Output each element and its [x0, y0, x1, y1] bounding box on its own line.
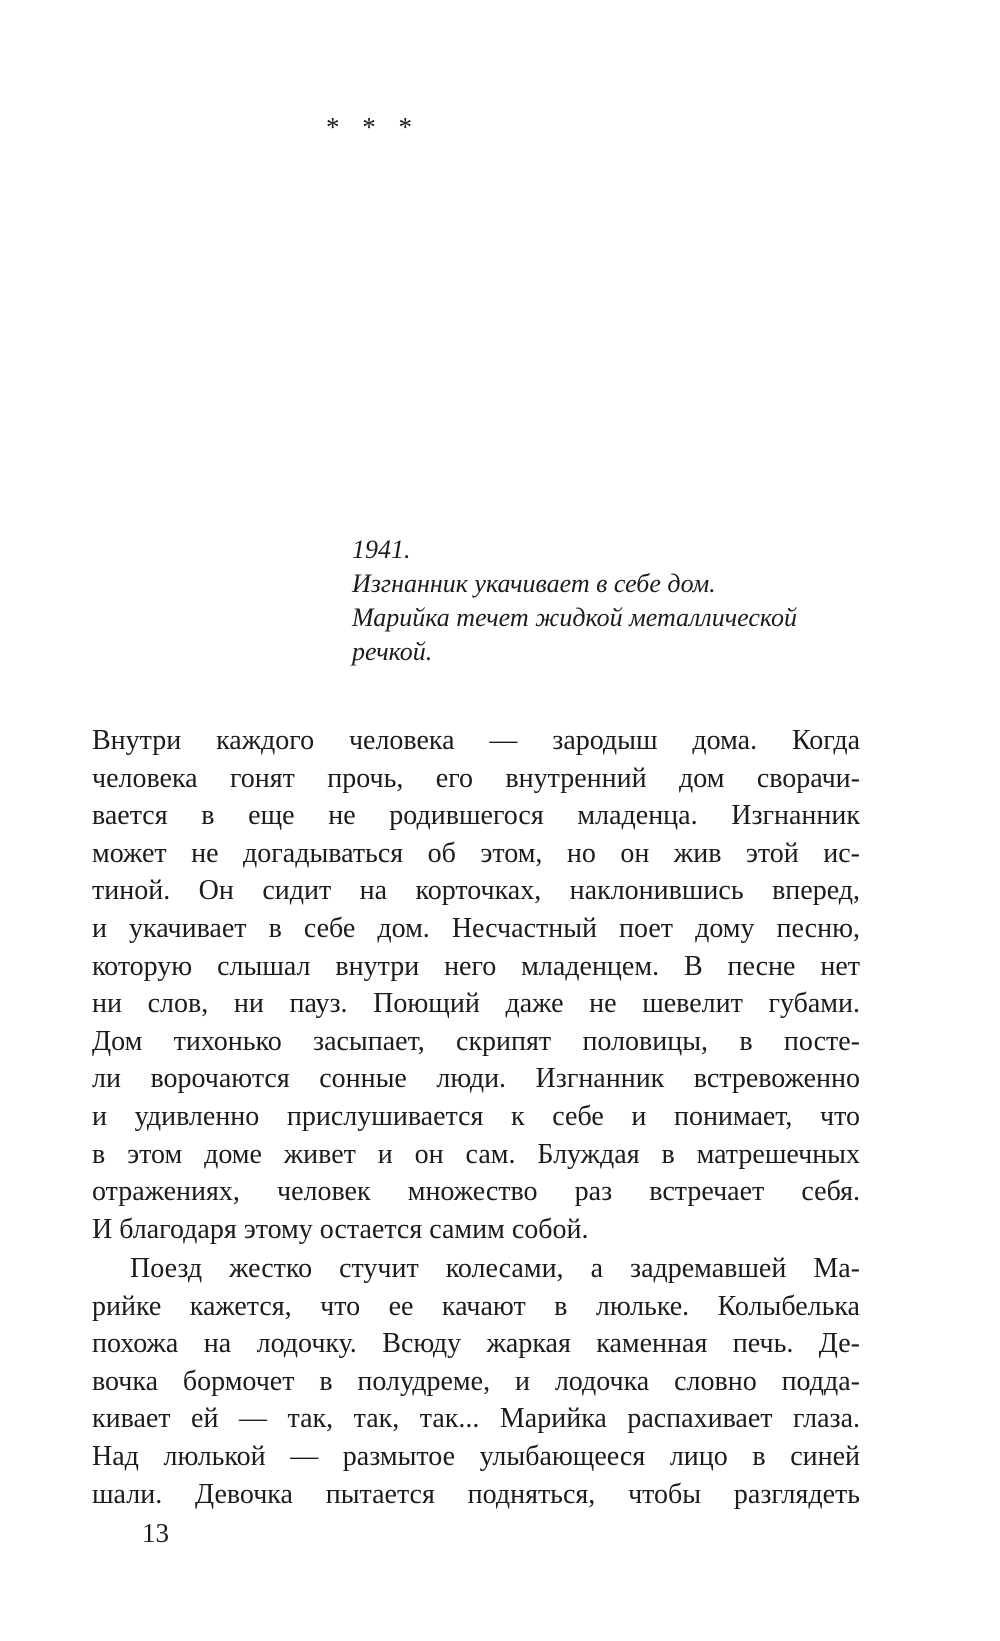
- text-line: Дом тихонько засыпает, скрипят половицы, в посте-: [92, 1025, 860, 1057]
- paragraph-2: [92, 1250, 860, 1513]
- epigraph-line: 1941.: [352, 535, 411, 564]
- text-line: тиной. Он сидит на корточках, наклонившись вперед,: [92, 875, 860, 907]
- text-line: Поезд жестко стучит колесами, а задремавшей Ма-: [130, 1253, 860, 1284]
- epigraph-line: Изгнанник укачивает в себе дом.: [352, 569, 716, 598]
- text-line: в этом доме живет и он сам. Блуждая в матрешечных: [92, 1138, 860, 1170]
- text-line: Внутри каждого человека — зародыш дома. Когда: [92, 725, 860, 756]
- paragraph-1: [92, 722, 860, 1248]
- text-line: рийке кажется, что ее качают в люльке. Колыбелька: [92, 1290, 860, 1322]
- text-line: которую слышал внутри него младенцем. В песне нет: [92, 950, 860, 982]
- text-line: и удивленно прислушивается к себе и понимает, что: [92, 1100, 860, 1132]
- text-line: шали. Девочка пытается подняться, чтобы разглядеть: [92, 1478, 860, 1510]
- epigraph-line: речкой.: [352, 637, 433, 666]
- text-line: человека гонят прочь, его внутренний дом сворачи-: [92, 762, 860, 794]
- text-line: И благодаря этому остается самим собой.: [92, 1213, 589, 1245]
- section-separator: * * *: [326, 112, 420, 142]
- epigraph-line: Марийка течет жидкой металлической: [352, 603, 798, 632]
- text-line: может не догадываться об этом, но он жив этой ис-: [92, 837, 860, 869]
- text-line: Над люлькой — размытое улыбающееся лицо в синей: [92, 1440, 860, 1472]
- text-line: похожа на лодочку. Всюду жаркая каменная печь. Де-: [92, 1328, 860, 1360]
- epigraph: [352, 533, 872, 669]
- text-line: ни слов, ни пауз. Поющий даже не шевелит губами.: [92, 988, 860, 1020]
- text-line: вочка бормочет в полудреме, и лодочка словно подда-: [92, 1365, 860, 1397]
- text-line: ли ворочаются сонные люди. Изгнанник встревоженно: [92, 1063, 860, 1095]
- text-line: и укачивает в себе дом. Несчастный поет дому песню,: [92, 912, 860, 944]
- page-number: 13: [142, 1518, 169, 1548]
- text-line: отражениях, человек множество раз встречает себя.: [92, 1176, 860, 1208]
- text-line: кивает ей — так, так, так... Марийка распахивает глаза.: [92, 1403, 860, 1435]
- text-line: вается в еще не родившегося младенца. Изгнанник: [92, 800, 860, 832]
